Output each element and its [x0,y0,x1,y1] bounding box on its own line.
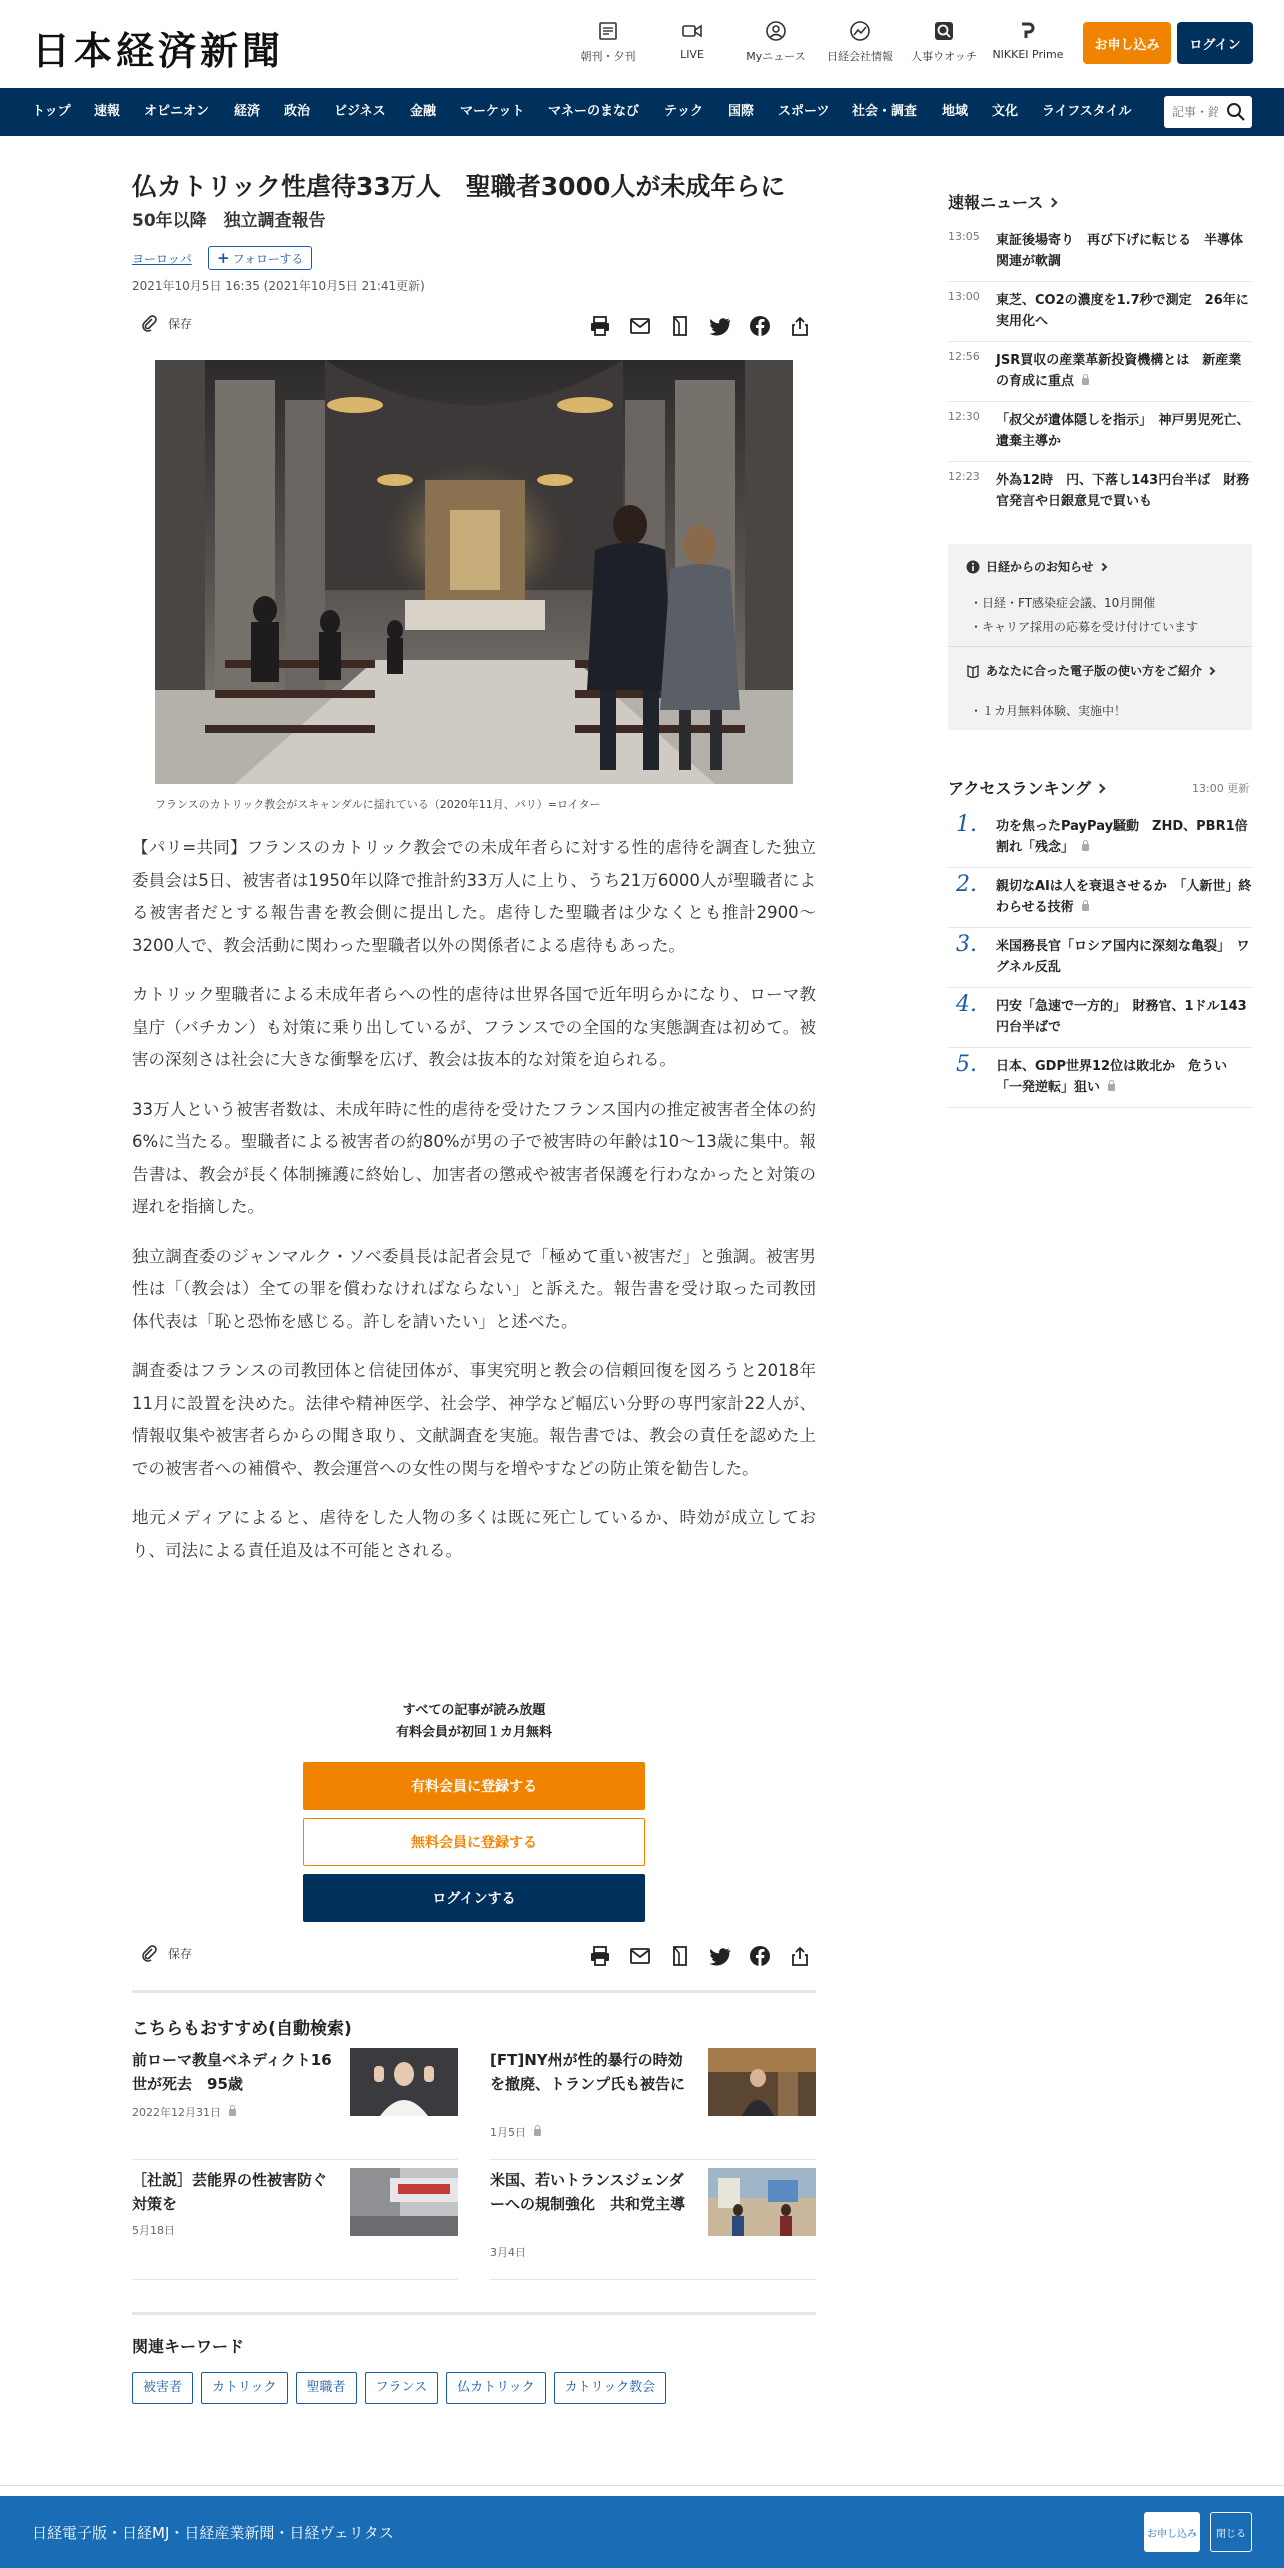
news-headline-text: JSR買収の産業革新投資機構とは 新産業の育成に重点 [996,353,1242,389]
recommend-thumbnail[interactable] [708,2168,816,2236]
book-icon [966,664,980,678]
chart-icon [849,20,871,42]
keyword-tag[interactable]: 仏カトリック [446,2372,545,2404]
notice-item[interactable]: ・ キャリア採用の応募を受け付けています [982,618,1198,635]
ranking-item[interactable] [948,812,1252,868]
recommend-item[interactable] [132,2168,458,2280]
chevron-right-icon [1096,784,1106,794]
nav-item-tech[interactable]: テック [664,104,704,119]
building-thumbnail-image [350,2168,458,2236]
recommend-headline[interactable]: 前ローマ教皇ベネディクト16世が死去 95歳 [132,2051,332,2093]
chevron-right-icon [1048,198,1058,208]
search-icon[interactable] [1226,102,1246,122]
keyword-tag[interactable]: 被害者 [132,2372,193,2404]
topic-link[interactable]: ヨーロッパ [132,252,192,266]
nav-item-sports[interactable]: スポーツ [778,104,830,119]
article-date: 2021年10月5日 16:35 (2021年10月5日 21:41更新) [132,279,425,293]
share-toolbar-top [132,308,816,344]
chevron-right-icon [1098,562,1106,570]
recommend-date-row [490,2124,541,2140]
news-headline[interactable]: 外為12時 円、下落し143円台半ば 財務官発言や日銀意見で買いも [996,473,1250,509]
breaking-news-item[interactable] [948,410,1252,462]
nav-search [1164,96,1252,128]
news-time: 12:23 [948,470,980,483]
paywall-line1: すべての記事が読み放題 [402,1703,546,1718]
lock-icon [1108,1084,1115,1091]
recommend-date: 3月4日 [490,2246,526,2259]
notice-title: あなたに合った電子版の使い方をご紹介 [986,664,1203,678]
ranking-item[interactable] [948,992,1252,1048]
register-free-button[interactable]: 無料会員に登録する [303,1818,645,1866]
memo-icon[interactable] [668,314,692,338]
body-paragraph: 独立調査委のジャンマルク・ソベ委員長は記者会見で「極めて重い被害だ」と強調。被害男性は「（教会は）全ての罪を償わなければならない」と訴えた。報告書を受け取った司教団体代表は「恥と恐怖を感じる。許しを請いたい」と述べた。 [132,1246,816,1331]
rank-number: 1. [956,812,977,837]
print-icon[interactable] [588,314,612,338]
banner-close-button[interactable]: 閉じる [1210,2512,1252,2552]
breaking-news-title: 速報ニュース [948,193,1044,212]
body-paragraph: カトリック聖職者による未成年者らへの性的虐待は世界各国で近年明らかになり、ローマ教皇庁（バチカン）も対策に乗り出しているが、フランスでの全国的な実態調査は初めて。被害の深刻さは社会に大きな衝撃を広げ、教会は抜本的な対策を迫られる。 [132,985,816,1069]
twitter-icon[interactable] [708,314,732,338]
breaking-news-item[interactable] [948,350,1252,402]
rank-number: 2. [956,872,977,897]
util-personnel[interactable] [896,20,992,64]
recommend-date: 1月5日 [490,2126,526,2139]
nav-item-top[interactable]: トップ [32,104,71,119]
breaking-news-item[interactable] [948,470,1252,524]
top-header [0,0,1284,88]
save-label: 保存 [168,316,193,331]
follow-label: フォローする [232,252,304,266]
chevron-right-icon [1207,666,1215,674]
news-headline[interactable]: 「叔父が遺体隠しを指示」 神戸男児死亡、遺棄主導か [996,413,1250,449]
news-headline[interactable] [996,350,1252,392]
newspaper-icon [597,20,619,42]
article-photo [155,360,793,784]
recommend-item[interactable] [132,2048,458,2160]
nav-item-politics[interactable]: 政治 [284,104,311,119]
nav-item-opinion[interactable]: オピニオン [144,104,210,119]
apply-button[interactable]: お申し込み [1083,22,1171,64]
util-label: Myニュース [746,50,806,63]
plus-icon: + [217,249,230,267]
rank-headline-text: 親切なAIは人を衰退させるか 「人新世」終わらせる技術 [996,879,1252,915]
share-icon[interactable] [788,1944,812,1968]
rank-number: 4. [956,992,977,1017]
body-paragraph: 調査委はフランスの司教団体と信徒団体が、事実究明と教会の信頼回復を図ろうと2018年11月に設置を決めた。法律や精神医学、社会学、神学など幅広い分野の専門家計22人が、情報収集や被害者らからの聞き取り、文献調査を実施。報告書では、教会の責任を認めた上での被害者への補償や、教会運営への女性の関与を増やすなどの防止策を勧告した。 [132,1361,816,1478]
keyword-tag[interactable]: カトリック [201,2372,287,2404]
util-label: 朝刊・夕刊 [580,50,636,63]
recommend-thumbnail[interactable] [708,2048,816,2116]
recommend-headline[interactable]: [FT]NY州が性的暴行の時効を撤廃、トランプ氏も被告に [490,2051,686,2093]
recommend-date-row [490,2244,526,2260]
breaking-news-item[interactable] [948,230,1252,282]
section-divider [132,2312,816,2315]
recommend-thumbnail[interactable] [350,2168,458,2236]
recommend-headline[interactable]: ［社説］芸能界の性被害防ぐ対策を [132,2171,328,2213]
video-icon [681,20,703,42]
banner-apply-button[interactable]: お申し込み [1144,2512,1200,2552]
share-toolbar-bottom [132,1938,816,1974]
protest-thumbnail-image [708,2168,816,2236]
nav-item-world[interactable]: 国際 [728,104,755,119]
court-thumbnail-image [708,2048,816,2116]
facebook-icon[interactable] [748,314,772,338]
nav-item-business[interactable]: ビジネス [334,104,386,119]
nav-item-money[interactable]: マネーのまなび [548,104,640,119]
keyword-tag[interactable]: 聖職者 [296,2372,357,2404]
magnifier-icon [933,20,955,42]
church-interior-image [155,360,793,784]
nav-item-culture[interactable]: 文化 [992,104,1019,119]
main-nav [0,88,1284,136]
mail-icon[interactable] [628,314,652,338]
breaking-news-heading[interactable] [948,190,1056,213]
photo-caption: フランスのカトリック教会がスキャンダルに揺れている（2020年11月、パリ）=ロイター [155,798,601,811]
nikkei-notice-box [948,544,1252,730]
news-time: 12:56 [948,350,980,363]
ranking-heading[interactable] [948,776,1104,799]
print-icon[interactable] [588,1944,612,1968]
notice-item[interactable]: ・ 日経・FT感染症会議、10月開催 [982,594,1155,611]
rank-headline-text: 功を焦ったPayPay騒動 ZHD、PBR1倍割れ「残念」 [996,819,1248,855]
recommend-thumbnail[interactable] [350,2048,458,2116]
search-input[interactable] [1164,96,1218,128]
article-title: 仏カトリック性虐待33万人 聖職者3000人が未成年らに [132,172,786,201]
news-headline[interactable]: 東証後場寄り 再び下げに転じる 半導体関連が軟調 [996,233,1244,269]
body-paragraph: 地元メディアによると、虐待をした人物の多くは既に死亡しているか、時効が成立しており、司法による責任追及は不可能とされる。 [132,1508,816,1560]
footer-divider [0,2485,1284,2486]
recommend-date-row [132,2104,236,2120]
lock-icon [534,2129,541,2136]
share-icon[interactable] [788,314,812,338]
paperclip-icon [140,1944,158,1962]
subscription-banner [0,2496,1284,2568]
util-company-info[interactable] [812,20,908,64]
notice-heading[interactable] [966,662,1214,679]
util-prime[interactable] [980,20,1076,61]
keyword-list [132,2372,666,2404]
paywall-login-button[interactable]: ログインする [303,1874,645,1922]
rank-headline[interactable]: 円安「急速で一方的」 財務官、1ドル143円台半ばで [996,999,1247,1035]
rank-headline-text: 日本、GDP世界12位は敗北か 危うい「一発逆転」狙い [996,1059,1228,1095]
nav-item-breaking[interactable]: 速報 [94,104,121,119]
article-subtitle: 50年以降 独立調査報告 [132,211,326,231]
recommend-date: 5月18日 [132,2224,175,2237]
ranking-item[interactable] [948,1052,1252,1108]
rank-headline[interactable] [996,816,1252,858]
user-icon [765,20,787,42]
nav-item-economy[interactable]: 経済 [234,104,261,119]
ranking-item[interactable] [948,932,1252,988]
util-label: LIVE [680,48,704,61]
body-paragraph: 33万人という被害者数は、未成年時に性的虐待を受けたフランス国内の推定被害者全体の約6%に当たる。聖職者による被害者の約80%が男の子で被害時の年齢は10〜13歳に集中。報告書は、教会が長く体制擁護に終始し、加害者の懲戒や被害者保護を行わなかったと対策の遅れを指摘した。 [132,1099,816,1216]
notice-heading[interactable] [966,558,1106,575]
lock-icon [1082,904,1089,911]
memo-icon[interactable] [668,1944,692,1968]
news-time: 13:00 [948,290,980,303]
news-time: 12:30 [948,410,980,423]
news-time: 13:05 [948,230,980,243]
nikkei-logo[interactable]: 日本経済新聞 [32,28,285,73]
rank-headline[interactable] [996,876,1252,918]
news-headline[interactable]: 東芝、CO2の濃度を1.7秒で測定 26年に実用化へ [996,293,1249,329]
notice-separator [948,646,1252,647]
save-button[interactable] [140,1944,192,1962]
lock-icon [229,2109,236,2116]
body-paragraph: 【パリ=共同】フランスのカトリック教会での未成年者らに対する性的虐待を調査した独立委員会は5日、被害者は1950年以降で推計約33万人に上り、うち21万6000人が聖職者による被害者だとする報告書を教会側に提出した。虐待した聖職者は少なくとも推計2900〜3200人で、教会活動に関わった聖職者以外の関係者による虐待もあった。 [132,838,816,955]
nav-item-lifestyle[interactable]: ライフスタイル [1042,104,1132,119]
recommend-date: 2022年12月31日 [132,2106,221,2119]
facebook-icon[interactable] [748,1944,772,1968]
notice-title: 日経からのお知らせ [986,560,1094,574]
paywall-line2: 有料会員が初回１カ月無料 [395,1725,552,1740]
recommend-item[interactable] [490,2168,816,2280]
login-button[interactable]: ログイン [1177,22,1253,64]
info-icon [966,560,980,574]
rank-headline[interactable]: 米国務長官「ロシア国内に深刻な亀裂」 ワグネル反乱 [996,939,1250,975]
lock-icon [1082,378,1089,385]
util-mynews[interactable] [728,20,824,64]
article-body [132,832,816,1584]
util-label: NIKKEI Prime [992,48,1064,61]
nav-item-finance[interactable]: 金融 [410,104,437,119]
mail-icon[interactable] [628,1944,652,1968]
recommend-title: こちらもおすすめ(自動検索) [132,2019,352,2039]
paywall [132,1700,816,1907]
recommend-date-row [132,2222,175,2238]
util-label: 人事ウオッチ [911,50,977,63]
keywords-title: 関連キーワード [132,2337,245,2356]
register-paid-button[interactable]: 有料会員に登録する [303,1762,645,1810]
notice-item[interactable]: ・ １カ月無料体験、実施中！ [982,702,1126,719]
prime-icon [1017,20,1039,42]
nav-item-market[interactable]: マーケット [460,104,525,119]
ranking-item[interactable] [948,872,1252,928]
twitter-icon[interactable] [708,1944,732,1968]
rank-headline[interactable] [996,1056,1252,1098]
rank-number: 5. [956,1052,977,1077]
nav-item-society[interactable]: 社会・調査 [852,104,918,119]
keyword-tag[interactable]: カトリック教会 [554,2372,666,2404]
lock-icon [1082,844,1089,851]
nav-item-region[interactable]: 地域 [942,104,969,119]
keyword-tag[interactable]: フランス [365,2372,439,2404]
banner-text: 日経電子版・日経MJ・日経産業新聞・日経ヴェリタス [32,2524,394,2542]
save-button[interactable] [140,314,192,332]
recommend-item[interactable] [490,2048,816,2160]
ranking-title: アクセスランキング [948,779,1092,798]
rank-number: 3. [956,932,977,957]
util-label: 日経会社情報 [827,50,893,63]
ranking-update-time: 13:00 更新 [1192,782,1250,795]
paperclip-icon [140,314,158,332]
follow-button[interactable] [208,246,312,270]
util-newspaper[interactable] [560,20,656,64]
pope-thumbnail-image [350,2048,458,2116]
recommend-headline[interactable]: 米国、若いトランスジェンダーへの規制強化 共和党主導 [490,2171,686,2213]
breaking-news-item[interactable] [948,290,1252,342]
util-live[interactable] [644,20,740,61]
save-label: 保存 [168,1946,193,1961]
section-divider [132,1990,816,1993]
